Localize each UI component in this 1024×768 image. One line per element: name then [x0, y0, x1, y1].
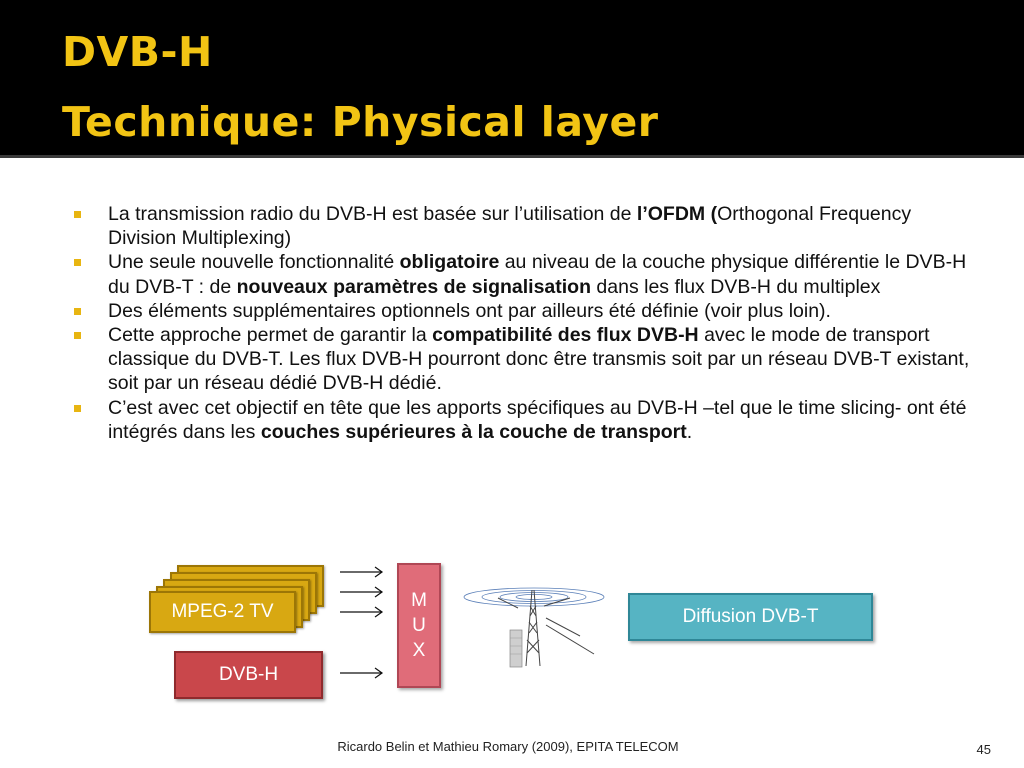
dvbh-box: DVB-H: [174, 651, 323, 699]
bullet-list: [74, 202, 974, 444]
bullet-text: Une seule nouvelle fonctionnalité: [108, 251, 400, 274]
bullet-bold-text: nouveaux paramètres de signalisation: [236, 275, 591, 298]
bullet-bold-text: couches supérieures à la couche de transport: [260, 420, 687, 443]
bullet-text: avec le mode de transport classique du DVB-T. Les flux DVB-H pourront donc être transmis soit par un réseau DVB-T existant, soit par un réseau dédié DVB-H dédié.: [108, 324, 970, 395]
input-arrows: [338, 560, 388, 686]
bullet-bold-text: l’OFDM (: [636, 203, 718, 225]
diffusion-dvbt-box: Diffusion DVB-T: [628, 593, 873, 641]
bullet-marker-icon: [74, 405, 81, 412]
bullet-marker-icon: [74, 259, 81, 266]
right-arrow-icon: [340, 607, 382, 617]
bullet-text: Des éléments supplémentaires optionnels ont par ailleurs été définie (voir plus loin).: [108, 299, 831, 322]
bullet-item: [74, 323, 974, 396]
bullet-bold-text: obligatoire: [399, 251, 500, 274]
bullet-item: [74, 250, 974, 298]
bullet-item: [74, 299, 974, 323]
bullet-text: C’est avec cet objectif en tête que les apports spécifiques au DVB-H –tel que le time slicing- ont été intégrés dans les: [108, 396, 967, 443]
bullet-marker-icon: [74, 211, 81, 218]
slide-title: DVB-H: [62, 28, 213, 76]
right-arrow-icon: [340, 668, 382, 678]
bullet-text: La transmission radio du DVB-H est basée sur l’utilisation de: [108, 203, 637, 225]
bullet-text: dans les flux DVB-H du multiplex: [591, 275, 881, 298]
right-arrow-icon: [340, 587, 382, 597]
title-bar: [0, 0, 1024, 158]
bullet-item: [74, 202, 974, 250]
bullet-marker-icon: [74, 308, 81, 315]
bullet-text: Orthogonal Frequency Division Multiplexing): [108, 203, 912, 250]
title-divider: [0, 155, 1024, 158]
mux-letter-x: X: [412, 640, 426, 661]
bullet-text: .: [686, 420, 693, 443]
mpeg-tv-box: MPEG-2 TV: [149, 591, 296, 633]
mux-letter-u: U: [412, 615, 426, 636]
bullet-item: [74, 396, 974, 444]
broadcast-tower-icon: [458, 578, 610, 673]
right-arrow-icon: [340, 567, 382, 577]
bullet-bold-text: compatibilité des flux DVB-H: [432, 324, 699, 347]
page-number: 45: [976, 742, 991, 757]
bullet-marker-icon: [74, 332, 81, 339]
bullet-text: Cette approche permet de garantir la: [108, 324, 433, 347]
bullet-text: au niveau de la couche physique différentie le DVB-H du DVB-T : de: [108, 251, 967, 298]
slide-subtitle: Technique: Physical layer: [62, 98, 659, 146]
footer-credit: Ricardo Belin et Mathieu Romary (2009), EPITA TELECOM: [337, 739, 679, 754]
footer: [0, 739, 1024, 754]
mux-box: [397, 563, 441, 688]
mux-letter-m: M: [411, 590, 427, 611]
